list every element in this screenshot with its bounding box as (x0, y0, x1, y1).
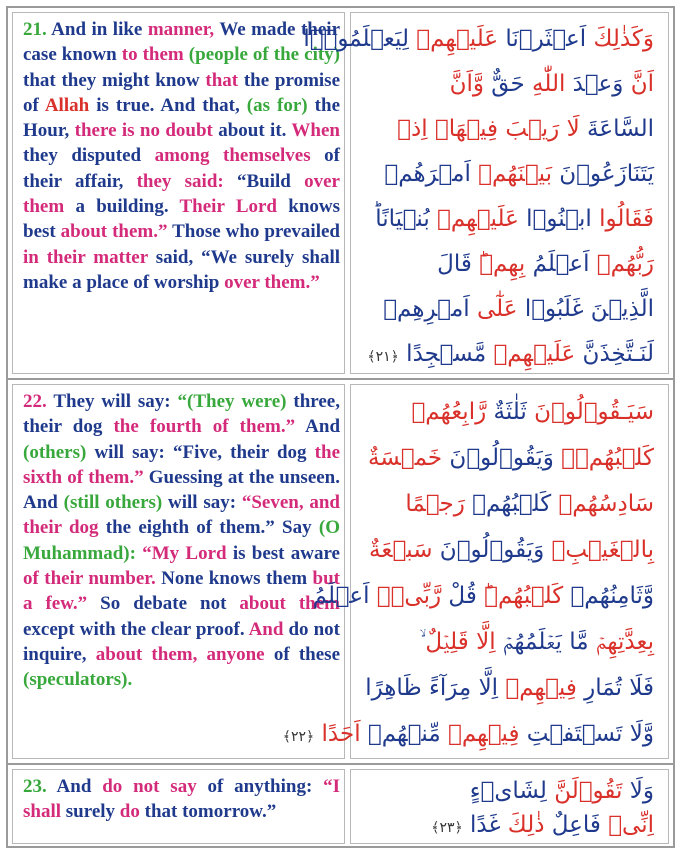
arabic-segment: فَلَا تُمَارِ (576, 675, 654, 701)
translation-segment: When (291, 120, 340, 142)
arabic-segment: خَمۡسَةٌ (367, 445, 443, 471)
arabic-segment: لَنَـتَّخِذَنَّ (575, 341, 654, 367)
arabic-line (282, 711, 654, 760)
translation-segment: is best aware (232, 542, 340, 564)
arabic-segment: قُلْ (441, 583, 477, 609)
translation-segment: there is no doubt (74, 120, 219, 142)
arabic-segment: مِّنۡهُمۡ (360, 721, 441, 747)
arabic-segment: سَادِسُهُمۡ (551, 491, 654, 517)
arabic-segment: عَلَيۡهِمۡ (486, 341, 576, 367)
arabic-segment: اِلَّا مِرَآءً ظَاهِرًا (365, 675, 499, 701)
translation-segment: “(They were) (177, 391, 294, 412)
translation-table (6, 6, 675, 848)
arabic-segment: مَّا يَعۡلَمُهُمۡ (495, 629, 589, 655)
translation-segment: the eighth of them.” Say (105, 517, 319, 539)
arabic-segment: ثَلٰثَةٌ (486, 399, 527, 425)
arabic-segment: بُنۡيَانًا (375, 206, 430, 232)
arabic-line (359, 619, 654, 665)
arabic-segment: قَالَ (437, 251, 472, 277)
arabic-line (303, 17, 654, 62)
arabic-segment: لَا رَيۡبَ فِيۡهَا (434, 116, 580, 142)
arabic-segment: عَلَيۡهِمۡ (429, 206, 519, 232)
arabic-segment: حَقٌّ (484, 71, 525, 97)
arabic-segment: ؕ (471, 251, 480, 277)
arabic-line (359, 527, 654, 573)
translation-segment: (others) (23, 441, 95, 463)
arabic-segment: ۚ (427, 116, 435, 142)
translation-segment: the fourth of them.” (113, 416, 306, 438)
arabic-segment: فَاعِلٌ (544, 812, 601, 838)
arabic-segment: رَجۡمًا (405, 491, 465, 517)
arabic-segment: غَلَبُوۡا (517, 296, 584, 322)
translation-segment: the promise of (23, 69, 341, 116)
translation-segment: will say: “Five, their dog (94, 441, 315, 463)
arabic-segment: ۙ (419, 629, 426, 655)
translation-segment: among themselves (154, 145, 325, 167)
translation-segment: three, their dog (23, 391, 340, 438)
translation-segment: about them.” (60, 221, 173, 243)
arabic-line (359, 62, 654, 107)
arabic-segment: اِلَّا قَلِيۡلٌ (425, 629, 496, 655)
translation-segment: of their affair, (23, 145, 340, 192)
translation-segment: (as for) (246, 94, 315, 116)
verse-number-marker: ﴿٢٢﴾ (282, 729, 315, 745)
translation-segment: to them (121, 44, 189, 66)
arabic-line (359, 197, 654, 242)
arabic-segment: بِالۡغَيۡبِ (551, 537, 654, 563)
arabic-line (359, 808, 654, 845)
arabic-segment: اَنَّ (623, 71, 654, 97)
translation-segment: “I shall (23, 776, 341, 823)
arabic-line (359, 481, 654, 527)
translation-segment: surely (65, 801, 120, 823)
arabic-line (359, 152, 654, 197)
translation-segment: do not say (102, 776, 208, 797)
arabic-segment: مَّسۡجِدًا (398, 341, 487, 367)
arabic-segment: اَمۡرِهِمۡ (383, 296, 470, 322)
translation-segment: None knows them (161, 568, 313, 590)
translation-segment: We made their case known (23, 19, 340, 66)
translation-segment: that they might know (23, 69, 206, 91)
arabic-segment: عَلٰٓى (469, 296, 518, 322)
arabic-verse-cell (350, 769, 669, 844)
arabic-segment: ۚ (553, 445, 562, 471)
arabic-line (359, 774, 654, 808)
translation-segment: the sixth of them.” (23, 441, 340, 488)
arabic-segment: اَمۡرَهُمۡ (384, 161, 471, 187)
translation-segment: they disputed (23, 145, 155, 167)
translation-segment: 21. (23, 19, 52, 40)
arabic-segment: اَعۡثَرۡنَا (498, 26, 587, 52)
arabic-segment: يَتَنَازَعُوۡنَ (551, 161, 654, 187)
arabic-segment: سَبۡعَةٌ (369, 537, 433, 563)
arabic-line (359, 287, 654, 332)
translation-segment: 22. (23, 391, 54, 412)
translation-segment: about them, anyone (95, 643, 274, 665)
english-translation-cell (12, 12, 345, 374)
translation-segment: And (56, 776, 103, 797)
arabic-line (359, 389, 654, 435)
verse-row-22 (8, 380, 673, 765)
arabic-segment: اِنِّىۡ (600, 812, 654, 838)
arabic-segment: وَّاَنَّ (449, 71, 484, 97)
translation-segment: And (305, 416, 341, 438)
arabic-segment: اِذۡ (397, 116, 428, 142)
translation-segment: Guessing at the unseen. And (23, 466, 340, 514)
arabic-segment: وَّثَامِنُهُمۡ (563, 583, 654, 609)
arabic-segment: اَحَدًا (314, 721, 361, 747)
arabic-segment: وَّلَا تَسۡتَفۡتِ (519, 721, 654, 747)
translation-segment: over them.” (224, 271, 320, 293)
translation-segment: is true. And that, (96, 94, 247, 116)
arabic-segment: اَعۡلَمُ (525, 251, 590, 277)
translation-segment: So debate not (100, 593, 240, 615)
arabic-line (359, 665, 654, 711)
translation-segment: about them (239, 593, 340, 615)
translation-segment: do (119, 801, 145, 823)
arabic-segment: وَيَقُوۡلُوۡنَ (442, 445, 554, 471)
arabic-segment: وَكَذٰلِكَ (586, 26, 654, 52)
arabic-segment: لِيَعۡلَمُوۡۤا (303, 26, 409, 52)
english-translation-cell (12, 384, 345, 759)
arabic-segment: وَلَا (622, 778, 654, 804)
arabic-line (359, 332, 654, 380)
translation-segment: 23. (23, 776, 57, 797)
translation-segment: Those who prevailed (172, 221, 340, 243)
verse-number-marker: ﴿٢١﴾ (367, 349, 399, 365)
translation-segment: of these (273, 643, 341, 665)
translation-segment: a building. (75, 196, 180, 218)
arabic-segment: غَدًا (462, 812, 501, 838)
arabic-segment: ابۡنُوۡا (518, 206, 592, 232)
translation-segment: will say: (168, 492, 242, 514)
arabic-segment: فِيۡهِمۡ (498, 675, 577, 701)
translation-segment: except with the clear proof. (23, 618, 249, 640)
translation-segment: And (248, 618, 289, 640)
translation-segment: that (144, 801, 183, 823)
arabic-segment: رَّبِّىۡۤ (369, 583, 442, 609)
verse-row-21 (8, 8, 673, 380)
translation-segment: And in like (51, 19, 148, 40)
arabic-segment: فَقَالُوا (591, 206, 654, 232)
arabic-segment: كَلۡبُهُمۡ (464, 491, 552, 517)
translation-segment: They will say: (53, 391, 178, 412)
arabic-segment: اللّٰهِ (524, 71, 566, 97)
arabic-segment: رَبُّهُمۡ (589, 251, 654, 277)
translation-segment: do not inquire, (23, 618, 340, 665)
arabic-segment: بِعِدَّتِهِمۡ (588, 629, 654, 655)
translation-segment: “My Lord (142, 542, 233, 564)
translation-segment: (people of the city) (188, 44, 341, 66)
arabic-segment: كَلۡبُهُمۡ (484, 583, 564, 609)
arabic-segment: عَلَيۡهِمۡ (408, 26, 499, 52)
arabic-line (359, 107, 654, 152)
arabic-segment: اَعۡلَمُ (312, 583, 370, 609)
arabic-segment: وَعۡدَ (565, 71, 624, 97)
translation-segment: (O Muhammad): (23, 517, 340, 564)
arabic-line (312, 573, 654, 619)
verse-row-23 (8, 765, 673, 848)
translation-segment: (still others) (63, 492, 169, 514)
translation-segment: that (205, 69, 244, 91)
arabic-segment: وَيَقُوۡلُوۡنَ (432, 537, 545, 563)
translation-segment: they said: (136, 170, 237, 192)
arabic-segment: السَّاعَةَ (579, 116, 654, 142)
translation-segment: “Build (236, 170, 305, 192)
arabic-segment: كَلۡبُهُمۡ (561, 445, 654, 471)
arabic-segment: الَّذِيۡنَ (583, 296, 654, 322)
translation-segment: knows best (23, 196, 341, 243)
translation-segment: Allah (44, 94, 97, 116)
translation-segment: of anything: (207, 776, 324, 797)
arabic-segment: ۚ (544, 537, 552, 563)
verse-number-marker: ﴿٢٣﴾ (431, 820, 463, 836)
translation-segment: in their matter (23, 246, 156, 268)
arabic-segment: بِهِمۡ (479, 251, 526, 277)
translation-segment: tomorrow.” (182, 801, 277, 823)
arabic-segment: ؕ (476, 583, 485, 609)
arabic-segment: لِشَاىۡءٍ (469, 778, 547, 804)
translation-segment: of their number. (23, 568, 162, 590)
arabic-segment: بَيۡنَهُمۡ (470, 161, 552, 187)
translation-segment: (speculators). (23, 669, 133, 691)
translation-segment: Their Lord (179, 196, 289, 218)
translation-segment: “Seven, and their dog (23, 492, 340, 539)
translation-segment: manner, (147, 19, 220, 40)
translation-segment: the Hour, (23, 94, 340, 142)
arabic-segment: رَّابِعُهُمۡ (411, 399, 487, 425)
arabic-line (359, 242, 654, 287)
arabic-segment: فِيۡهِمۡ (440, 721, 520, 747)
arabic-segment: تَقُوۡلَنَّ (546, 778, 623, 804)
translation-segment: but a few.” (23, 568, 340, 615)
english-translation-cell (12, 769, 345, 844)
arabic-segment: ذٰلِكَ (500, 812, 545, 838)
translation-segment: said, “We surely shall make a place of worship (23, 246, 341, 293)
arabic-line (359, 435, 654, 481)
arabic-segment: سَيَـقُوۡلُوۡنَ (526, 399, 654, 425)
translation-segment: about it. (218, 120, 292, 142)
translation-segment: over them (23, 170, 340, 218)
